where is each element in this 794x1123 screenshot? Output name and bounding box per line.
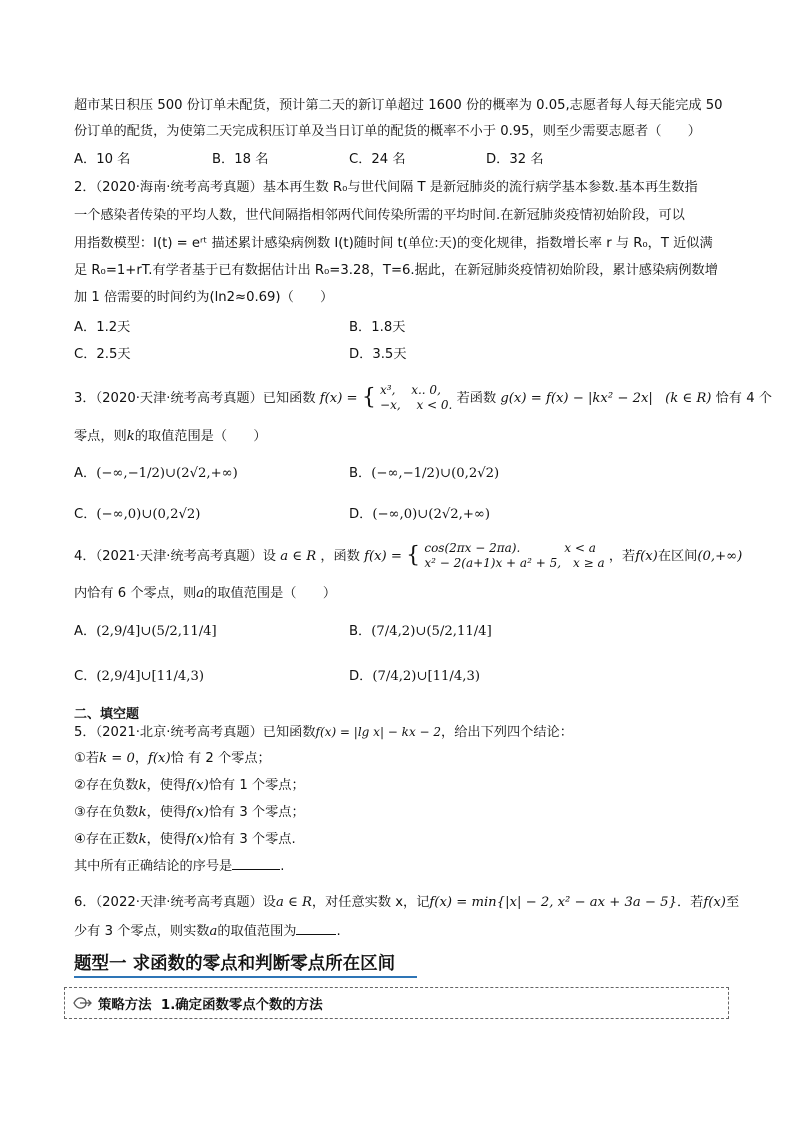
q1-option-a: A．10 名 <box>74 152 131 167</box>
q1-line1: 超市某日积压 500 份订单未配货，预计第二天的新订单超过 1600 份的概率为 0.05,志愿者每人每天能完成 50 <box>74 98 723 113</box>
q3-option-d <box>349 505 490 525</box>
q6-a: a <box>209 924 218 939</box>
q5-last-end: . <box>280 859 285 874</box>
q5-item-1-mark: ① <box>74 751 86 766</box>
q6-line1 <box>74 893 739 913</box>
q6-answer-blank[interactable] <box>296 922 336 935</box>
q5-item-4-b: ，使得 <box>146 832 187 847</box>
q6-mid: ，对任意实数 x，记 <box>311 895 430 910</box>
q5-item-3 <box>74 803 305 823</box>
q4-a: a <box>196 586 205 601</box>
q3-prefix: 3．（2020·天津·统考高考真题）已知函数 <box>74 391 316 406</box>
q6-fx: f(x) = min{|x| − 2, x² − ax + 3a − 5} <box>429 895 677 910</box>
q2-line3: 用指数模型：I(t) = eʳᵗ 描述累计感染病例数 I(t)随时间 t(单位:天)的变化规律，指数增长率 r 与 R₀，T 近似满 <box>74 236 713 251</box>
q5-item-3-a: 存在负数 <box>85 805 139 820</box>
q4-line2 <box>74 584 336 604</box>
q3-option-c-text: (−∞,0)∪(0,2√2) <box>96 507 201 522</box>
strategy-text <box>98 994 323 1013</box>
q3-gx: g(x) = f(x) − |kx² − 2x| <box>500 391 653 406</box>
q3-option-a-label: A． <box>74 466 97 481</box>
q5-fx: f(x) = |lg x| − kx − 2 <box>315 725 442 739</box>
q3-option-b-text: (−∞,−1/2)∪(0,2√2) <box>371 466 500 481</box>
q6-line2-end: . <box>336 924 341 939</box>
q1-option-b: B．18 名 <box>212 152 269 167</box>
q5-item-2 <box>74 776 305 796</box>
q3-case1: x³, x.. 0, <box>380 383 441 397</box>
q5-item-1-f: f(x) <box>148 751 171 766</box>
q4-mid3: 在区间 <box>657 549 698 564</box>
strategy-box <box>64 987 729 1019</box>
q3-option-b <box>349 464 499 484</box>
q3-fx: f(x) = <box>319 391 358 406</box>
q4-line2-a: 内恰有 6 个零点，则 <box>74 586 197 601</box>
q2-option-b: B．1.8天 <box>349 320 406 335</box>
q4-option-b-text: (7/4,2)∪(5/2,11/4] <box>371 624 492 639</box>
q2-option-d: D．3.5天 <box>349 347 407 362</box>
q4-mid: ，函数 <box>320 549 360 564</box>
q3-k: k <box>126 429 135 444</box>
q6-line2-b: 的取值范围为 <box>217 924 297 939</box>
q2-line5: 加 1 倍需要的时间约为(ln2≈0.69)（ ） <box>74 290 334 305</box>
q3-option-b-label: B． <box>349 466 372 481</box>
q2-line4: 足 R₀=1+rT.有学者基于已有数据估计出 R₀=3.28，T=6.据此，在新冠肺炎疫情初始阶段，累计感染病例数增 <box>74 263 718 278</box>
q6-a-in-r: a ∈ R <box>275 895 312 910</box>
q3-line2 <box>74 427 267 447</box>
q4-prefix: 4．（2021·天津·统考高考真题）设 <box>74 549 276 564</box>
q6-fx2: f(x) <box>703 895 726 910</box>
q5-item-1-c: 恰 有 2 个零点； <box>170 751 271 766</box>
q5-item-1 <box>74 749 271 769</box>
q5-item-4 <box>74 830 296 850</box>
q3-line2-b: 的取值范围是（ ） <box>134 429 267 444</box>
q4-option-a-text: (2,9/4]∪(5/2,11/4] <box>96 624 217 639</box>
q6-line2-a: 少有 3 个零点，则实数 <box>74 924 210 939</box>
q4-case1: cos(2πx − 2πa). <box>424 541 521 555</box>
q4-option-c-text: (2,9/4]∪[11/4,3) <box>96 669 205 684</box>
q3-option-d-text: (−∞,0)∪(2√2,+∞) <box>372 507 491 522</box>
q5-item-3-mark: ③ <box>74 805 86 820</box>
q2-option-c: C．2.5天 <box>74 347 131 362</box>
q5-item-2-mark: ② <box>74 778 86 793</box>
q5-item-4-mark: ④ <box>74 832 86 847</box>
q4-piecewise <box>424 541 604 571</box>
q5-item-4-a: 存在正数 <box>85 832 139 847</box>
q4-option-d-text: (7/4,2)∪[11/4,3) <box>372 669 480 684</box>
q4-a-in-r: a ∈ R <box>280 549 317 564</box>
q3-brace: { <box>361 385 376 410</box>
q4-option-c-label: C． <box>74 669 97 684</box>
q4-option-b <box>349 622 492 642</box>
q4-option-b-label: B． <box>349 624 372 639</box>
q4-option-d <box>349 667 480 687</box>
q4-option-a-label: A． <box>74 624 97 639</box>
q1-line2: 份订单的配货，为使第二天完成积压订单及当日订单的配货的概率不小于 0.95，则至少需要志愿者（ ） <box>74 124 701 139</box>
q2-option-a: A．1.2天 <box>74 320 131 335</box>
q3-kr: (k ∈ R) <box>665 391 712 406</box>
q4-option-c <box>74 667 204 687</box>
q3-option-c <box>74 505 200 525</box>
q3-option-d-label: D． <box>349 507 373 522</box>
q5-item-1-a: 若 <box>85 751 100 766</box>
q5-item-4-k: k <box>138 832 147 847</box>
section-heading: 题型一 求函数的零点和判断零点所在区间 <box>74 953 417 978</box>
q4-line2-b: 的取值范围是（ ） <box>204 586 337 601</box>
q6-suffix: 至 <box>725 895 740 910</box>
q4-fx2: f(x) <box>635 549 658 564</box>
q5-item-3-f: f(x) <box>186 805 209 820</box>
q4-mid2: ，若 <box>608 549 636 564</box>
section-fill-in-blank: 二、填空题 <box>74 707 140 722</box>
q5-item-3-b: ，使得 <box>146 805 187 820</box>
q5-item-3-k: k <box>138 805 147 820</box>
q4-case1-cond: x < a <box>564 541 596 555</box>
q5-line1 <box>74 722 573 743</box>
q3-mid: 若函数 <box>456 391 497 406</box>
q5-item-2-b: ，使得 <box>146 778 187 793</box>
q5-item-2-k: k <box>138 778 147 793</box>
q3-option-a <box>74 464 238 484</box>
q5-item-1-k: k = 0 <box>99 751 135 766</box>
q3-case2: −x, x < 0. <box>380 398 453 412</box>
q5-suffix: ，给出下列四个结论： <box>441 725 573 740</box>
q6-line2 <box>74 922 341 942</box>
q3-piecewise <box>380 383 452 413</box>
q3-option-c-label: C． <box>74 507 97 522</box>
q5-prefix: 5．（2021·北京·统考高考真题）已知函数 <box>74 725 316 740</box>
q6-mid2: ．若 <box>676 895 704 910</box>
q5-item-4-c: 恰有 3 个零点. <box>208 832 296 847</box>
q5-item-2-f: f(x) <box>186 778 209 793</box>
strategy-label: 策略方法 <box>98 998 152 1013</box>
q3-suffix: 恰有 4 个 <box>715 391 772 406</box>
q5-last: 其中所有正确结论的序号是 <box>74 859 233 874</box>
q3-line1 <box>74 382 772 414</box>
q6-prefix: 6．（2022·天津·统考高考真题）设 <box>74 895 276 910</box>
q4-option-a <box>74 622 217 642</box>
q4-brace: { <box>406 543 421 568</box>
q1-option-c: C．24 名 <box>349 152 406 167</box>
q3-option-a-text: (−∞,−1/2)∪(2√2,+∞) <box>96 466 238 481</box>
q4-fx: f(x) = <box>364 549 402 564</box>
q4-case2-cond: x ≥ a <box>573 556 605 570</box>
q4-option-d-label: D． <box>349 669 373 684</box>
q2-line1: 2．（2020·海南·统考高考真题）基本再生数 R₀与世代间隔 T 是新冠肺炎的流行病学基本参数.基本再生数指 <box>74 180 698 195</box>
q4-interval: (0,+∞) <box>697 549 743 564</box>
q5-item-2-c: 恰有 1 个零点； <box>208 778 305 793</box>
q3-line2-a: 零点，则 <box>74 429 127 444</box>
q2-line2: 一个感染者传染的平均人数，世代间隔指相邻两代间传染所需的平均时间.在新冠肺炎疫情初始阶段，可以 <box>74 208 685 223</box>
q5-item-1-b: ， <box>134 751 149 766</box>
q4-line1 <box>74 540 742 572</box>
q5-item-3-c: 恰有 3 个零点； <box>208 805 305 820</box>
q5-last-line <box>74 857 284 877</box>
strategy-bullet-icon <box>73 995 93 1011</box>
q5-item-2-a: 存在负数 <box>85 778 139 793</box>
strategy-method: 1.确定函数零点个数的方法 <box>160 998 323 1013</box>
q5-answer-blank[interactable] <box>232 857 280 870</box>
q4-case2: x² − 2(a+1)x + a² + 5, <box>424 556 562 570</box>
q5-item-4-f: f(x) <box>186 832 209 847</box>
q1-option-d: D．32 名 <box>486 152 544 167</box>
